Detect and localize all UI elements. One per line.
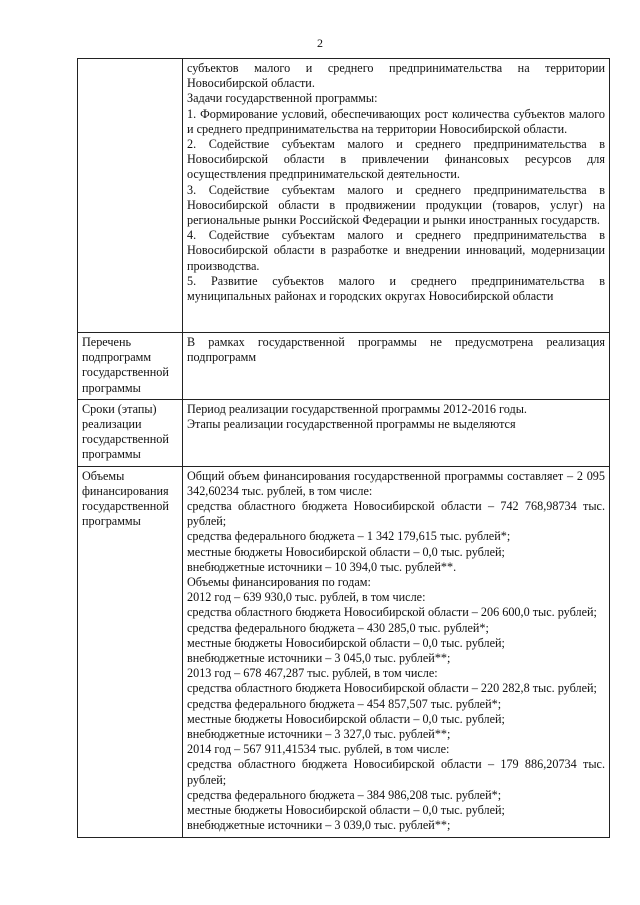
paragraph: Этапы реализации государственной программы не выделяются xyxy=(187,417,516,432)
page-number: 2 xyxy=(317,36,323,50)
paragraph: субъектов малого и среднего предпринимательства на территории Новосибирской области. xyxy=(187,61,605,91)
paragraph: 3. Содействие субъектам малого и среднего предпринимательства в Новосибирской области в продвижении продукции (товаров, услуг) на региональные рынки Российской Федерации и рынки иностранных государств. xyxy=(187,182,605,228)
paragraph: местные бюджеты Новосибирской области – 0,0 тыс. рублей; xyxy=(187,635,505,650)
row-content xyxy=(183,59,610,333)
paragraph: 2. Содействие субъектам малого и среднего предпринимательства в Новосибирской области в привлечении финансовых ресурсов для осуществления предпринимательской деятельности. xyxy=(187,137,605,182)
row-content xyxy=(183,399,610,466)
paragraph: средства федерального бюджета – 384 986,208 тыс. рублей*; xyxy=(187,787,502,802)
paragraph: средства областного бюджета Новосибирской области – 206 600,0 тыс. рублей; xyxy=(187,605,597,620)
paragraph: местные бюджеты Новосибирской области – 0,0 тыс. рублей; xyxy=(187,544,505,559)
paragraph: В рамках государственной программы не предусмотрена реализация подпрограмм xyxy=(187,335,605,365)
paragraph: средства федерального бюджета – 430 285,0 тыс. рублей*; xyxy=(187,620,489,635)
row-content xyxy=(183,333,610,400)
paragraph: местные бюджеты Новосибирской области – 0,0 тыс. рублей; xyxy=(187,711,505,726)
paragraph: внебюджетные источники – 10 394,0 тыс. рублей**. xyxy=(187,559,457,574)
row-label xyxy=(78,59,183,333)
paragraph: Объемы финансирования по годам: xyxy=(187,575,371,590)
paragraph: средства областного бюджета Новосибирской области – 220 282,8 тыс. рублей; xyxy=(187,681,597,696)
paragraph: средства федерального бюджета – 1 342 179,615 тыс. рублей*; xyxy=(187,529,511,544)
row-label: Объемы финансирования государственной программы xyxy=(78,466,183,837)
paragraph: средства областного бюджета Новосибирской области – 742 768,98734 тыс. рублей; xyxy=(187,499,605,529)
paragraph: 4. Содействие субъектам малого и среднего предпринимательства в Новосибирской области в разработке и внедрении инноваций, модернизации производства. xyxy=(187,228,605,273)
row-content xyxy=(183,466,610,837)
paragraph: внебюджетные источники – 3 039,0 тыс. рублей**; xyxy=(187,818,451,833)
table-row-tasks xyxy=(78,59,610,333)
paragraph: средства областного бюджета Новосибирской области – 179 886,20734 тыс. рублей; xyxy=(187,757,605,787)
paragraph: Период реализации государственной программы 2012-2016 годы. xyxy=(187,401,527,416)
paragraph: 5. Развитие субъектов малого и среднего предпринимательства в муниципальных районах и городских округах Новосибирской области xyxy=(187,273,605,304)
paragraph: местные бюджеты Новосибирской области – 0,0 тыс. рублей; xyxy=(187,803,505,818)
paragraph: Общий объем финансирования государственной программы составляет – 2 095 342,60234 тыс. рублей, в том числе: xyxy=(187,468,605,498)
row-label: Сроки (этапы) реализации государственной программы xyxy=(78,399,183,466)
paragraph: Задачи государственной программы: xyxy=(187,91,378,106)
program-passport-table xyxy=(77,58,610,838)
table-row-financing xyxy=(78,466,610,837)
paragraph: внебюджетные источники – 3 045,0 тыс. рублей**; xyxy=(187,651,451,666)
paragraph: 1. Формирование условий, обеспечивающих рост количества субъектов малого и среднего предпринимательства на территории Новосибирской области. xyxy=(187,106,605,136)
paragraph: 2012 год – 639 930,0 тыс. рублей, в том числе: xyxy=(187,590,426,605)
paragraph: внебюджетные источники – 3 327,0 тыс. рублей**; xyxy=(187,727,451,742)
paragraph: 2013 год – 678 467,287 тыс. рублей, в том числе: xyxy=(187,666,438,681)
table-row-period xyxy=(78,399,610,466)
paragraph: 2014 год – 567 911,41534 тыс. рублей, в том числе: xyxy=(187,742,450,757)
row-label: Перечень подпрограмм государственной программы xyxy=(78,333,183,400)
table-row-subprograms xyxy=(78,333,610,400)
paragraph: средства федерального бюджета – 454 857,507 тыс. рублей*; xyxy=(187,696,502,711)
